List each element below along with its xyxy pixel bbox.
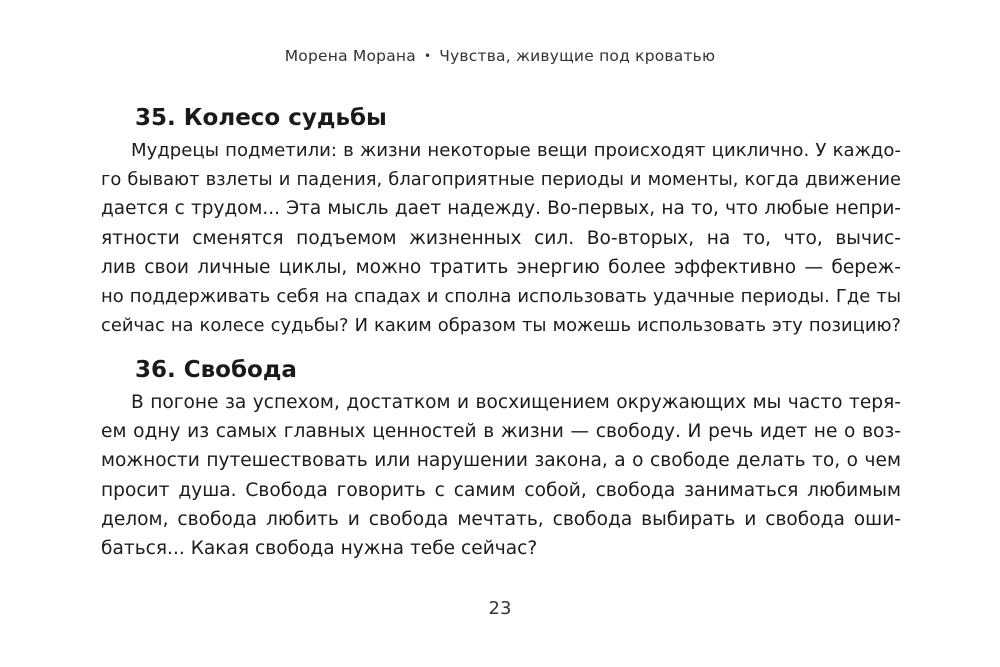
header-author: Морена Морана xyxy=(284,47,416,65)
section-title: 35. Колесо судьбы xyxy=(135,105,387,131)
running-header xyxy=(0,47,1000,65)
section-body xyxy=(101,136,901,340)
paragraph-line: делом, свобода любить и свобода мечтать, свобода выбирать и свобода оши- xyxy=(101,508,901,530)
paragraph-line: Мудрецы подметили: в жизни некоторые вещи происходят циклично. У каждо- xyxy=(131,140,901,161)
paragraph-line: но поддерживать себя на спадах и сполна использовать удачные периоды. Где ты xyxy=(101,285,901,307)
paragraph-line: ятности сменятся подъемом жизненных сил. Во-вторых, на то, что, вычис- xyxy=(101,227,901,249)
paragraph-line: лив свои личные циклы, можно тратить энергию более эффективно — береж- xyxy=(101,256,901,278)
paragraph-line: дается с трудом... Эта мысль дает надежду. Во-первых, на то, что любые непри- xyxy=(101,198,901,220)
paragraph-line: сейчас на колесе судьбы? И каким образом ты можешь использовать эту позицию? xyxy=(101,315,901,337)
paragraph-line: можности путешествовать или нарушении закона, а о свободе делать то, о чем xyxy=(101,450,901,472)
section-title: 36. Свобода xyxy=(135,357,297,383)
paragraph-line: баться... Какая свобода нужна тебе сейчас? xyxy=(101,537,538,559)
paragraph-line: просит душа. Свобода говорить с самим собой, свобода заниматься любимым xyxy=(101,479,901,501)
page-number: 23 xyxy=(488,598,512,619)
section-36 xyxy=(101,352,901,563)
paragraph-line: В погоне за успехом, достатком и восхищением окружающих мы часто теря- xyxy=(131,392,901,413)
paragraph-line: ем одну из самых главных ценностей в жизни — свободу. И речь идет не о воз- xyxy=(101,421,901,443)
header-separator: • xyxy=(423,49,432,63)
header-book-title: Чувства, живущие под кроватью xyxy=(439,47,716,65)
paragraph-line: го бывают взлеты и падения, благоприятные периоды и моменты, когда движение xyxy=(101,169,901,191)
section-body xyxy=(101,388,901,563)
section-35 xyxy=(101,100,901,340)
